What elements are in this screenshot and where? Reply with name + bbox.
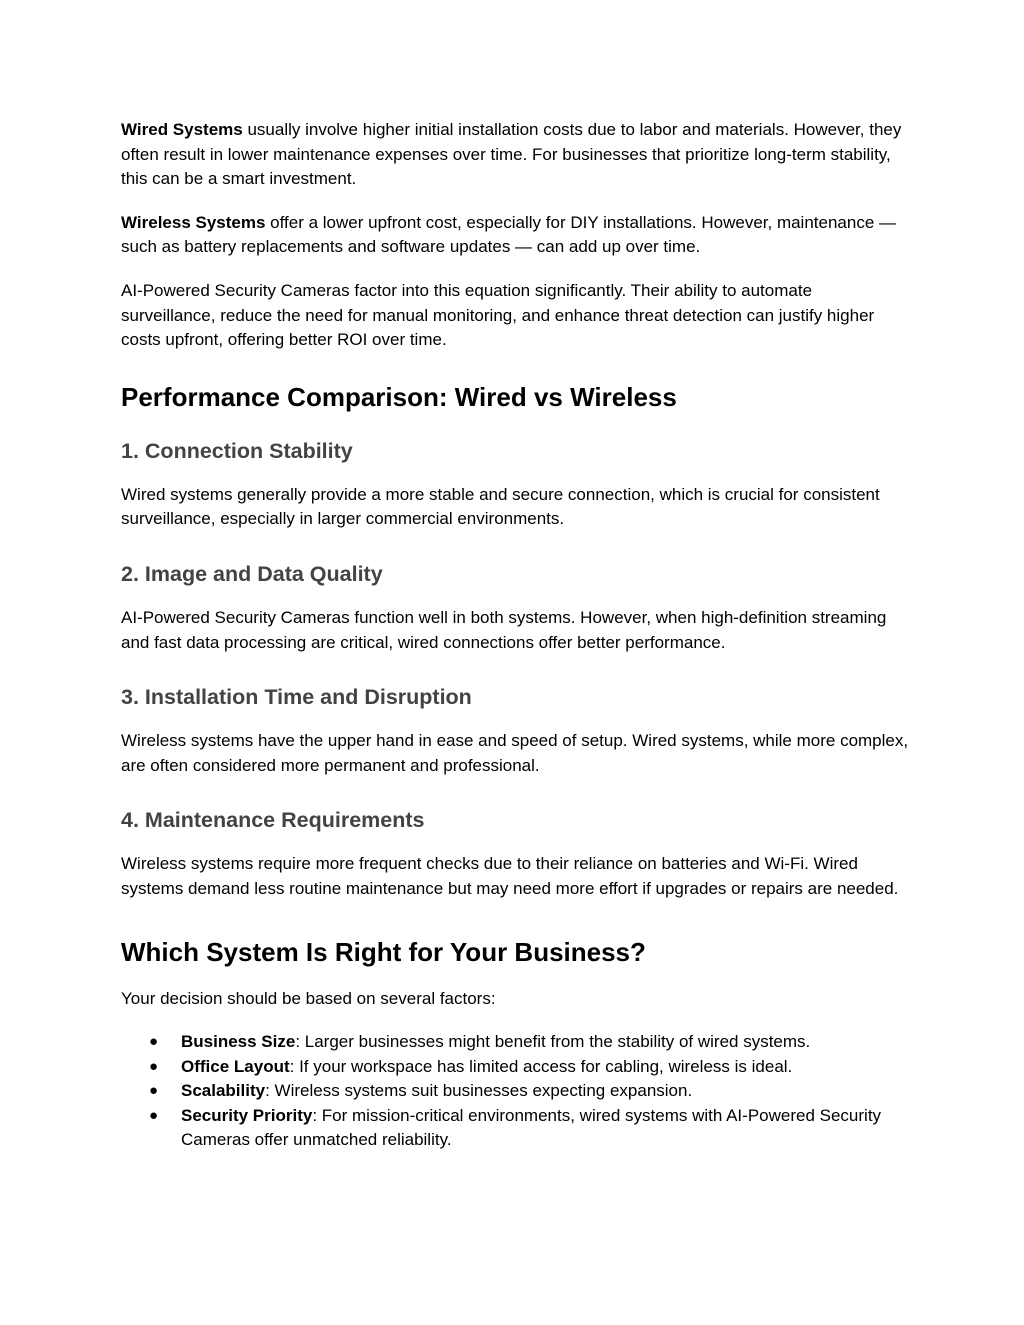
bullet-icon: ●: [149, 1057, 159, 1075]
factors-list: [121, 1030, 911, 1153]
wired-systems-paragraph: [121, 118, 911, 192]
section-heading-connection-stability: 1. Connection Stability: [121, 438, 353, 463]
section-text-image-quality: AI-Powered Security Cameras function well in both systems. However, when high-definition streaming and fast data processing are critical, wired connections offer better performance.: [121, 607, 887, 652]
section-text-connection-stability: Wired systems generally provide a more stable and secure connection, which is crucial for consistent surveillance, especially in larger commercial environments.: [121, 484, 880, 529]
section-heading-maintenance: 4. Maintenance Requirements: [121, 808, 425, 833]
ai-cameras-paragraph: AI-Powered Security Cameras factor into this equation significantly. Their ability to automate surveillance, reduce the need for manual monitoring, and enhance threat detection can justify higher costs upfront, offering better ROI over time.: [121, 280, 875, 350]
factor-text: : If your workspace has limited access for cabling, wireless is ideal.: [289, 1056, 793, 1076]
factor-term: Security Priority: [181, 1105, 313, 1125]
list-item: [121, 1104, 911, 1153]
wireless-systems-term: Wireless Systems: [121, 212, 266, 232]
list-item: [121, 1030, 911, 1055]
document-page: [121, 118, 911, 1153]
wireless-systems-text: offer a lower upfront cost, especially for DIY installations. However, maintenance — such as battery replacements and software updates — can add up over time.: [121, 212, 897, 257]
factor-text: : Wireless systems suit businesses expecting expansion.: [265, 1081, 693, 1101]
section-text-installation-time: Wireless systems have the upper hand in ease and speed of setup. Wired systems, while more complex, are often considered more permanent and professional.: [121, 731, 909, 775]
bullet-icon: ●: [149, 1033, 159, 1051]
section-text-maintenance: Wireless systems require more frequent checks due to their reliance on batteries and Wi-Fi. Wired systems demand less routine maintenance but may need more effort if upgrades or repairs are needed.: [121, 854, 899, 898]
factor-term: Scalability: [181, 1081, 266, 1101]
decision-heading: Which System Is Right for Your Business?: [121, 936, 646, 967]
wired-systems-text: usually involve higher initial installation costs due to labor and materials. However, they often result in lower maintenance expenses over time. For businesses that prioritize long-term stability, this can be a smart investment.: [121, 120, 902, 189]
section-heading-installation-time: 3. Installation Time and Disruption: [121, 685, 472, 710]
bullet-icon: ●: [149, 1106, 159, 1124]
list-item: [121, 1079, 911, 1104]
wired-systems-term: Wired Systems: [121, 120, 243, 139]
factor-text: : For mission-critical environments, wired systems with AI-Powered Security Cameras offer unmatched reliability.: [181, 1105, 882, 1150]
factor-text: : Larger businesses might benefit from the stability of wired systems.: [295, 1032, 811, 1052]
section-heading-image-quality: 2. Image and Data Quality: [121, 561, 383, 586]
list-item: [121, 1055, 911, 1080]
decision-intro: Your decision should be based on several factors:: [121, 988, 496, 1008]
bullet-icon: ●: [149, 1082, 159, 1100]
wireless-systems-paragraph: [121, 211, 911, 260]
factor-term: Office Layout: [181, 1056, 290, 1076]
factor-term: Business Size: [181, 1032, 296, 1052]
performance-heading: Performance Comparison: Wired vs Wireless: [121, 381, 677, 412]
